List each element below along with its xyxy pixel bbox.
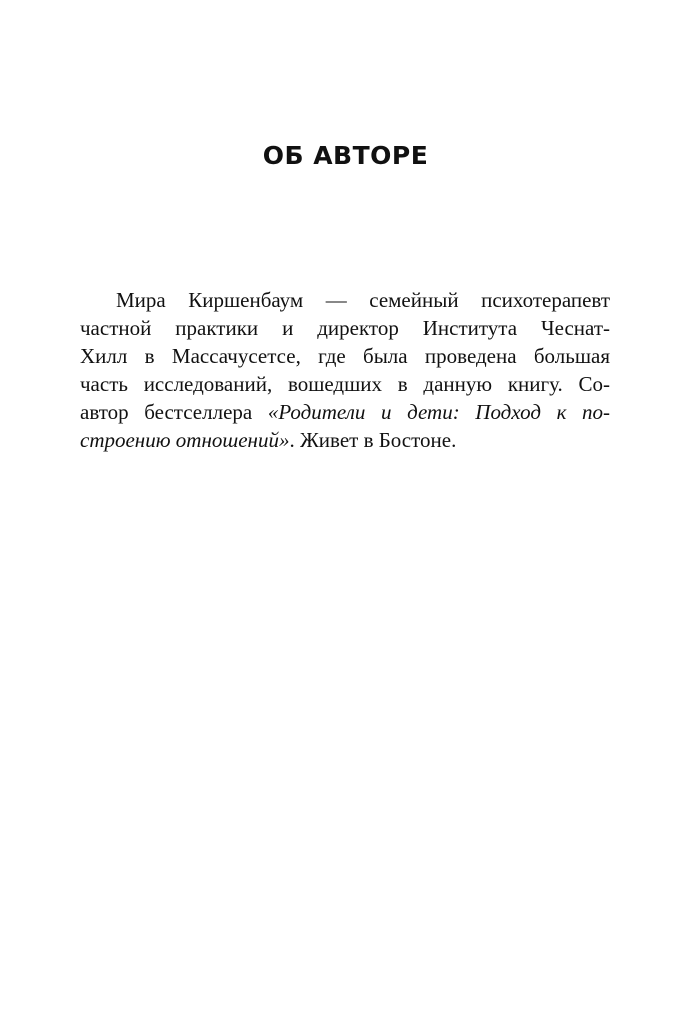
bio-line-2: частной практики и директор Института Чеснат- (80, 316, 610, 340)
book-title-part-2: строению отношений» (80, 428, 290, 452)
bio-line-5-text: автор бестселлера (80, 400, 268, 424)
bio-line-6-text: . Живет в Бостоне. (289, 428, 457, 452)
bio-line-4: часть исследований, вошедших в данную книгу. Со- (80, 372, 610, 396)
bio-line-5 (80, 398, 610, 426)
bio-line-1: Мира Киршенбаум — семейный психотерапевт (116, 288, 610, 312)
bio-line-6 (80, 426, 610, 454)
book-title-part-1: «Родители и дети: Подход к по- (267, 400, 610, 424)
bio-line-3: Хилл в Массачусетсе, где была проведена большая (80, 344, 610, 368)
page-title: ОБ АВТОРЕ (262, 141, 429, 170)
author-bio-paragraph (80, 286, 610, 454)
